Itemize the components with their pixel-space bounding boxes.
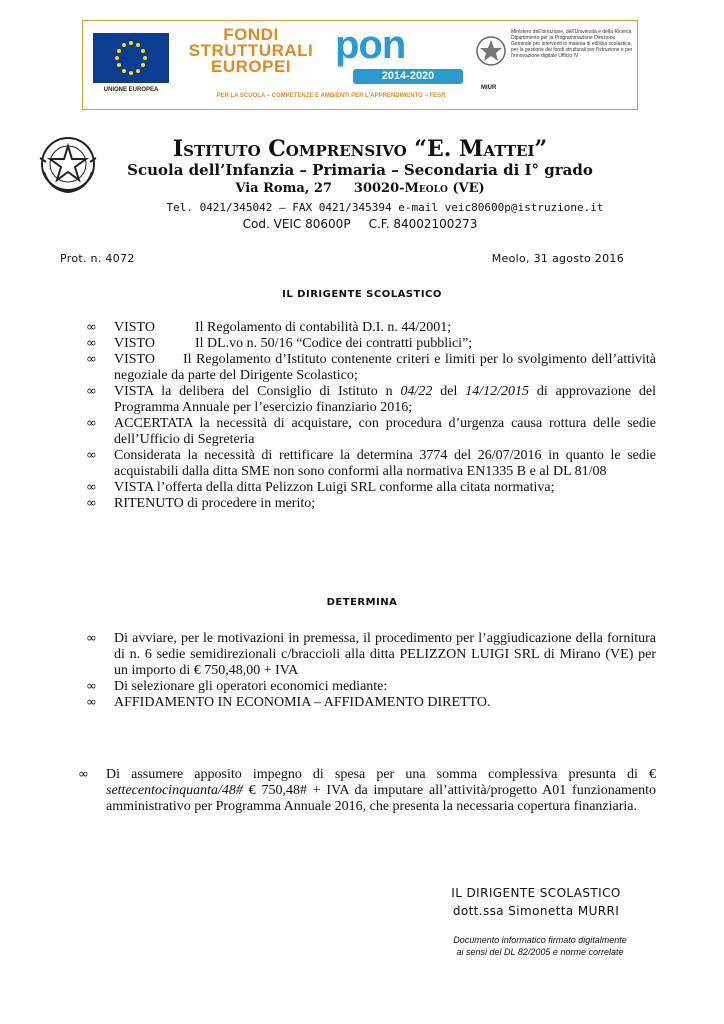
list-item — [86, 384, 656, 416]
eu-flag-icon — [93, 33, 169, 83]
signature-block — [446, 884, 626, 920]
item-text: Il Regolamento d’Istituto contenente criteri e limiti per lo svolgimento dell’attività negoziale da parte del Dirigente Scolastico; — [114, 352, 656, 383]
heading-determina: DETERMINA — [326, 597, 398, 608]
impegno-list — [78, 767, 656, 815]
item-text: Di selezionare gli operatori economici mediante: — [114, 679, 388, 694]
list-item — [86, 416, 656, 448]
determina-list — [86, 631, 656, 711]
item-text: € 750,48# + IVA da imputare all’attività/progetto A01 funzionamento amministrativo per Programma Annuale 2016, che presenta la necessaria copertura finanziaria. — [106, 783, 657, 814]
keyword: VISTO — [114, 320, 155, 335]
miur-label: MIUR — [481, 85, 497, 91]
signer-role: IL DIRIGENTE SCOLASTICO — [451, 886, 621, 900]
fondi-line-2: STRUTTURALI — [188, 41, 314, 60]
keyword: RITENUTO — [114, 496, 184, 511]
bullet-icon: ∞ — [78, 767, 89, 782]
bullet-icon: ∞ — [86, 384, 97, 399]
miur-text: Ministero dell'Istruzione, dell'Università e della Ricerca Dipartimento per la Programmazione Direzione Generale per interventi in materia di edilizia scolastica, per la gestione dei fondi strutturali per l'istruzione e per l'innovazione digitale Ufficio IV — [511, 29, 633, 59]
eu-label: UNIONE EUROPEA — [103, 87, 159, 93]
list-item — [86, 320, 656, 336]
list-item — [86, 695, 656, 711]
signature-note-line-2: ai sensi del DL 82/2005 e norme correlate — [456, 947, 624, 957]
list-item — [86, 496, 656, 512]
list-item — [86, 352, 656, 384]
fondi-line-3: EUROPEI — [210, 57, 292, 76]
codice-fiscale: C.F. 84002100273 — [368, 217, 478, 231]
delibera-number: 04/22 — [400, 384, 433, 399]
city: 30020-Meolo (VE) — [353, 181, 485, 196]
premesse-list — [86, 320, 656, 512]
item-text: Il DL.vo n. 50/16 “Codice dei contratti pubblici”; — [194, 336, 473, 351]
place-date: Meolo, 31 agosto 2016 — [491, 252, 624, 265]
item-text: del — [440, 384, 458, 399]
fondi-strutturali-logo — [181, 27, 321, 75]
bullet-icon: ∞ — [86, 695, 97, 710]
school-name: Istituto Comprensivo “E. Mattei” — [172, 136, 548, 162]
signature-note-line-1: Documento informatico firmato digitalmente — [453, 935, 627, 945]
item-text: AFFIDAMENTO IN ECONOMIA – AFFIDAMENTO DIRETTO. — [114, 695, 491, 710]
item-text: di procedere in merito; — [183, 496, 316, 511]
keyword: VISTA — [114, 384, 154, 399]
bullet-icon: ∞ — [86, 320, 97, 335]
item-text: la necessità di acquistare, con procedura d’urgenza causa rottura delle sedie dell’Ufficio di Segreteria — [114, 416, 657, 447]
italian-republic-emblem-icon — [36, 132, 100, 196]
protocol-number: Prot. n. 4072 — [60, 252, 135, 265]
keyword: VISTO — [114, 336, 155, 351]
list-item — [86, 679, 656, 695]
cod-veic: Cod. VEIC 80600P — [242, 217, 351, 231]
heading-dirigente: IL DIRIGENTE SCOLASTICO — [282, 289, 442, 300]
bullet-icon: ∞ — [86, 496, 97, 511]
digital-signature-note — [440, 934, 640, 958]
contacts: Tel. 0421/345042 – FAX 0421/345394 e-mail veic80600p@istruzione.it — [166, 201, 604, 214]
school-codes — [150, 216, 570, 232]
miur-emblem-icon — [475, 35, 507, 67]
bullet-icon: ∞ — [86, 679, 97, 694]
item-text: Di assumere apposito impegno di spesa per una somma complessiva presunta di € — [106, 767, 656, 782]
signer-name: dott.ssa Simonetta MURRI — [452, 904, 620, 918]
funding-banner — [82, 20, 638, 110]
list-item — [86, 336, 656, 352]
bullet-icon: ∞ — [86, 416, 97, 431]
school-address — [150, 180, 570, 198]
fondi-line-1: FONDI — [223, 25, 279, 44]
pon-logo: pon — [335, 23, 406, 67]
item-text: Di avviare, per le motivazioni in premessa, il procedimento per l’aggiudicazione della fornitura di n. 6 sedie semidirezionali c/braccioli alla ditta PELIZZON LUIGI SRL di Mirano (VE) per un importo di € 750,48,00 + IVA — [114, 631, 656, 678]
school-levels: Scuola dell’Infanzia – Primaria – Secondaria di I° grado — [127, 161, 593, 179]
keyword: VISTO — [114, 352, 155, 367]
item-text: di approvazione del Programma Annuale per l’esercizio finanziario 2016; — [114, 384, 656, 415]
banner-strip: PER LA SCUOLA – COMPETENZE E AMBIENTI PER L'APPRENDIMENTO – FESR — [216, 93, 446, 99]
item-text: Il Regolamento di contabilità D.I. n. 44/2001; — [194, 320, 452, 335]
keyword: VISTA — [114, 480, 154, 495]
list-item — [86, 480, 656, 496]
item-text: Considerata la necessità di rettificare la determina 3774 del 26/07/2016 in quanto le sedie acquistabili dalla ditta SME non sono conformi alla normativa EN1335 B e al DL 81/08 — [114, 448, 656, 479]
bullet-icon: ∞ — [86, 336, 97, 351]
bullet-icon: ∞ — [86, 631, 97, 646]
street: Via Roma, 27 — [235, 181, 332, 196]
amount-in-words: settecentocinquanta/48# — [106, 783, 243, 798]
item-text: l’offerta della ditta Pelizzon Luigi SRL conforme alla citata normativa; — [156, 480, 555, 495]
bullet-icon: ∞ — [86, 448, 97, 463]
bullet-icon: ∞ — [86, 480, 97, 495]
item-text: la delibera del Consiglio di Istituto n — [161, 384, 393, 399]
delibera-date: 14/12/2015 — [465, 384, 530, 399]
list-item — [86, 631, 656, 679]
keyword: ACCERTATA — [114, 416, 193, 431]
list-item — [86, 448, 656, 480]
list-item — [78, 767, 656, 815]
bullet-icon: ∞ — [86, 352, 97, 367]
pon-years: 2014-2020 — [353, 69, 463, 84]
